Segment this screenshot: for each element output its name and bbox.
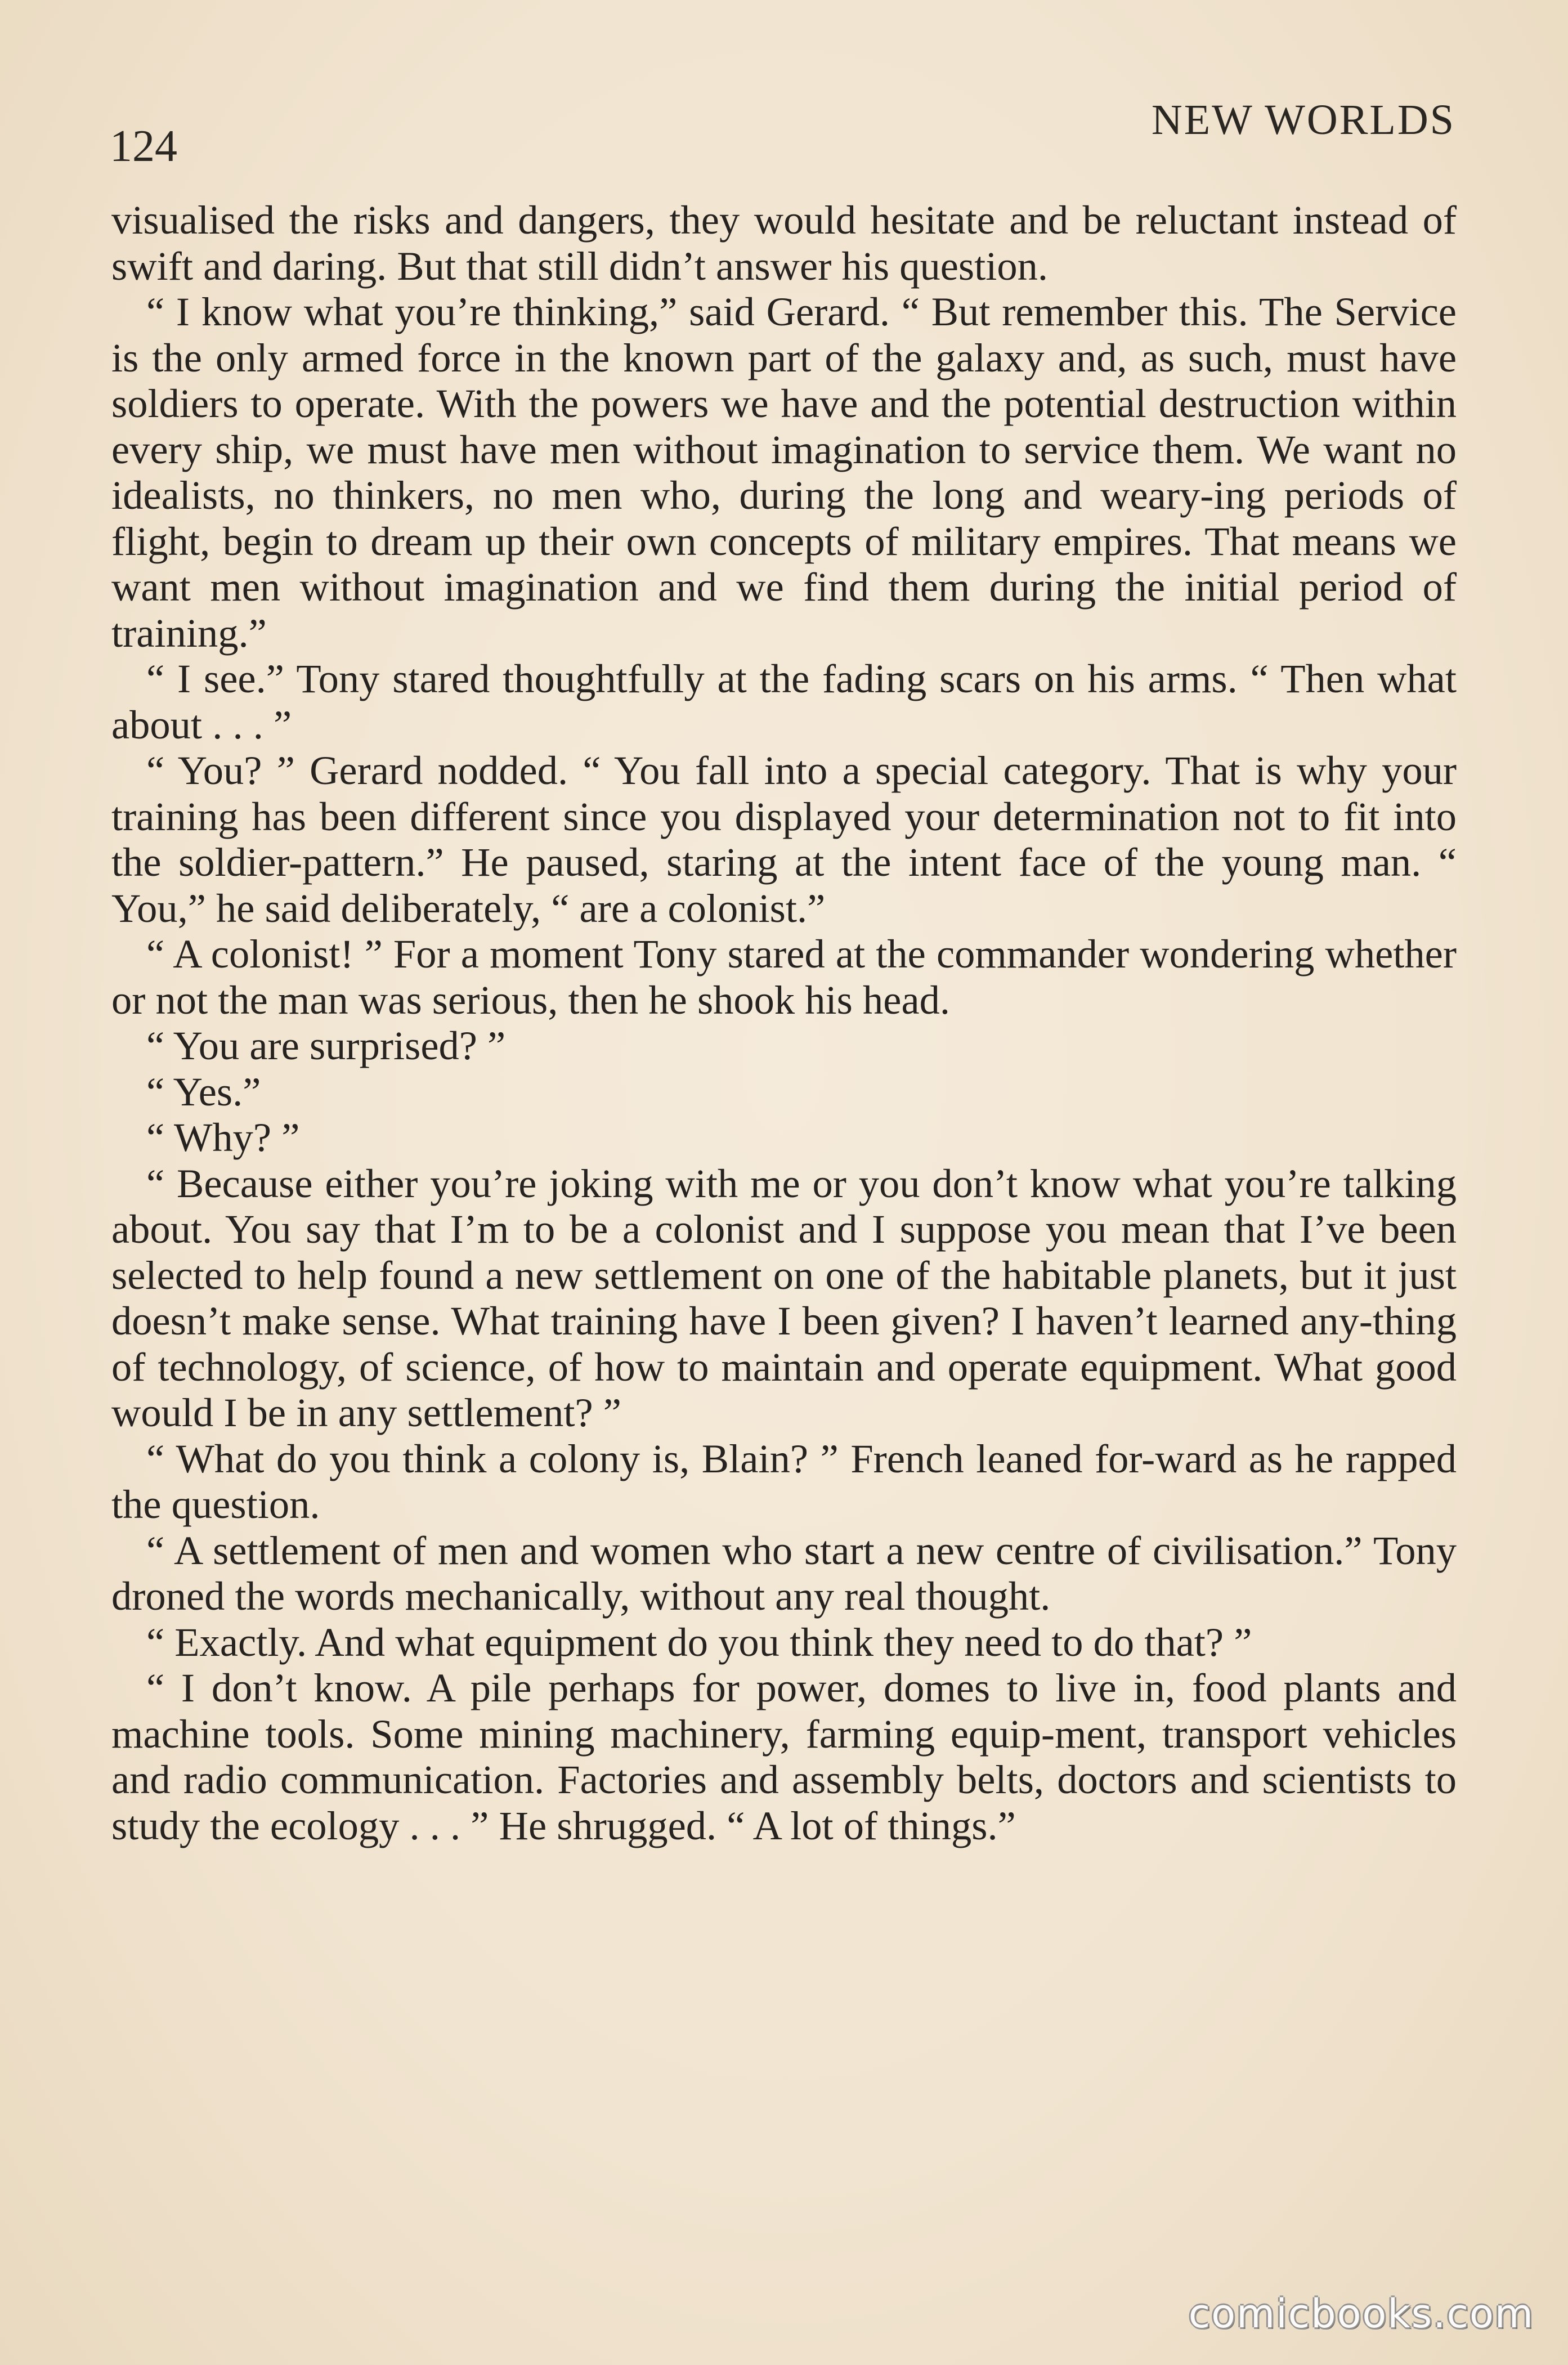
paragraph: “ Yes.” — [146, 1068, 261, 1114]
paragraph: “ I know what you’re thinking,” said Gerard. “ But remember this. The Service is the only armed force in the known part of the galaxy and, as such, must have soldiers to operate. With the powers we have and the potential destruction within every ship, we must have men without imagination to service them. We want no idealists, no thinkers, no men who, during the long and weary-ing periods of flight, begin to dream up their own concepts of military empires. That means we want men without imagination and we find them during the initial period of training.” — [111, 289, 1457, 656]
paragraph: visualised the risks and dangers, they would hesitate and be reluctant instead of swift and daring. But that still didn’t answer his question. — [111, 197, 1457, 289]
paragraph: “ A colonist! ” For a moment Tony stared at the commander wondering whether or not the man was serious, then he shook his head. — [111, 931, 1457, 1023]
paragraph: “ You? ” Gerard nodded. “ You fall into a special category. That is why your training has been different since you displayed your determination not to fit into the soldier-pattern.” He paused, staring at the intent face of the young man. “ You,” he said deliberately, “ are a colonist.” — [111, 747, 1457, 931]
page-number: 124 — [110, 122, 177, 171]
paragraph: “ Because either you’re joking with me or you don’t know what you’re talking about. You say that I’m to be a colonist and I suppose you mean that I’ve been selected to help found a new settlement on one of the habitable planets, but it just doesn’t make sense. What training have I been given? I haven’t learned any-thing of technology, of science, of how to maintain and operate equipment. What good would I be in any settlement? ” — [111, 1160, 1457, 1435]
paragraph: “ What do you think a colony is, Blain? ” French leaned for-ward as he rapped the question. — [111, 1435, 1457, 1527]
running-head: NEW WORLDS — [1151, 96, 1455, 144]
paragraph: “ I don’t know. A pile perhaps for power, domes to live in, food plants and machine tools. Some mining machinery, farming equip-ment, transport vehicles and radio communication. Factories and assembly belts, doctors and scientists to study the ecology . . . ” He shrugged. “ A lot of things.” — [111, 1665, 1457, 1848]
paragraph: “ Why? ” — [146, 1114, 300, 1160]
paragraph: “ I see.” Tony stared thoughtfully at the fading scars on his arms. “ Then what about . . . ” — [111, 656, 1457, 747]
watermark: comicbooks.com — [1188, 2291, 1534, 2337]
paragraph: “ A settlement of men and women who start a new centre of civilisation.” Tony droned the words mechanically, without any real thought. — [111, 1527, 1457, 1619]
paragraph: “ You are surprised? ” — [146, 1023, 506, 1068]
body-text — [111, 197, 1457, 1848]
paragraph: “ Exactly. And what equipment do you think they need to do that? ” — [146, 1619, 1252, 1665]
